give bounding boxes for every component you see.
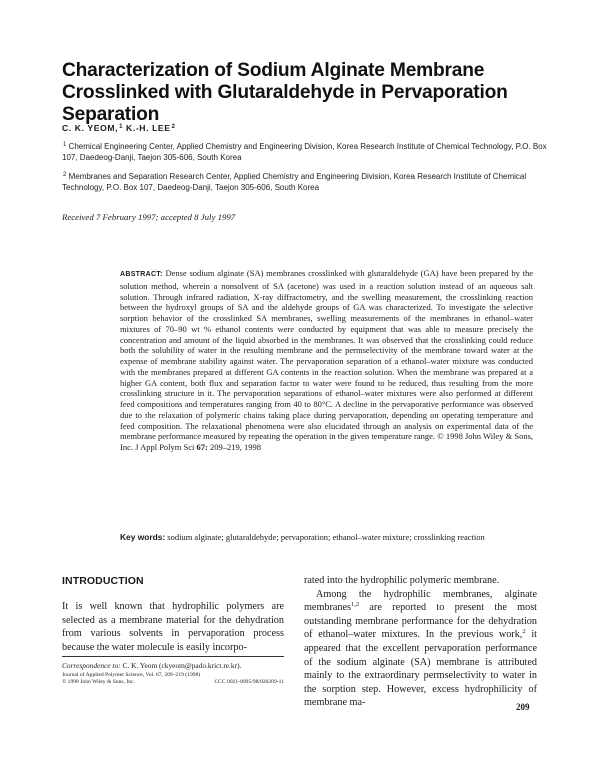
author-affiliation-marker: 1 <box>119 124 124 130</box>
affiliation-1 <box>62 140 548 163</box>
keywords <box>120 532 533 543</box>
correspondence-label: Correspondence to: <box>62 661 121 670</box>
affiliation-marker: 2 <box>63 172 67 178</box>
page-number: 209 <box>516 702 530 712</box>
body-text: Among the hydrophilic membranes, alginate membranes <box>304 588 537 614</box>
body-paragraph: rated into the hydrophilic polymeric membrane. <box>304 575 500 586</box>
affiliation-2 <box>62 170 548 193</box>
body-paragraph <box>304 588 537 710</box>
footnote-rule <box>62 656 284 657</box>
journal-info <box>62 672 284 686</box>
body-text: are reported to present the most outstanding membrane performance for the dehydration of ethanol–water mixtures. In the previous work, <box>304 602 537 641</box>
copyright-line: © 1998 John Wiley & Sons, Inc. <box>62 679 135 686</box>
keywords-label: Key words: <box>120 532 166 542</box>
reference-citation: 2 <box>522 628 526 636</box>
author-affiliation-marker: 2 <box>171 124 176 130</box>
body-column-right <box>304 574 537 710</box>
affiliation-text: Membranes and Separation Research Center, Applied Chemistry and Engineering Division, Korea Research Institute of Chemical Technology, P.O. Box 107, Daedeog-Danji, Taejon 305-606, South Korea <box>62 172 527 192</box>
section-heading-introduction: INTRODUCTION <box>62 575 144 587</box>
abstract-text: Dense sodium alginate (SA) membranes crosslinked with glutaraldehyde (GA) have been prepared by the solution method, wherein a nonsolvent of SA (acetone) was used in a reaction solution instead of an aqueous salt solution. Through infrared radiation, X-ray diffractometry, and the swelling measurement, the crosslinking reaction between the hydroxyl groups of SA and the aldehyde groups of GA was characterized. To investigate the selective sorption behavior of the crosslinked SA membranes, swelling measurements of the membranes in ethanol–water mixtures of 70–90 wt % ethanol contents were conducted by equipment that was able to measure precisely the concentration and amount of the liquid absorbed in the membranes. It was observed that the crosslinking could reduce both the solubility of water in the resulting membrane and the permselectivity of the membrane toward water at the expense of membrane stability against water. The pervaporation separation of a ethanol–water mixture was conducted with the membranes prepared at different GA contents in the reaction solution. When the membrane was prepared at a higher GA content, both flux and separation factor to water were found to be reduced, thus resulting from the more crosslinking structure in it. The pervaporation separations of ethanol–water mixtures were also performed at different feed compositions and temperatures ranging from 40 to 80°C. A decline in the pervaporative performance was observed due to the relaxation of polymeric chains taking place during pervaporation, depending on operating temperature and feed composition. The relaxational phenomena were also elucidated through an analysis on experimental data of the membrane performance measured by repeating the operation in the given temperature range. <box>120 268 534 442</box>
body-paragraph: It is well known that hydrophilic polymers are selected as a membrane material for the dehydration from various solvents in pervaporation process because the water molecule is easily incorpo- <box>62 601 284 653</box>
abstract-label: ABSTRACT: <box>120 271 163 278</box>
affiliation-text: Chemical Engineering Center, Applied Chemistry and Engineering Division, Korea Research Institute of Chemical Technology, P.O. Box 107, Daedeog-Danji, Taejon 305-606, South Korea <box>62 142 547 162</box>
journal-line: Journal of Applied Polymer Science, Vol. 67, 209–219 (1998) <box>62 672 201 678</box>
reference-citation: 1,2 <box>350 601 360 609</box>
keywords-text: sodium alginate; glutaraldehyde; pervaporation; ethanol–water mixture; crosslinking reaction <box>167 532 485 542</box>
correspondence-text: C. K. Yeom (ckyeom@pado.krict.re.kr). <box>122 661 242 670</box>
abstract-citation-volume: 67: <box>196 442 208 452</box>
article-title: Characterization of Sodium Alginate Membrane Crosslinked with Glutaraldehyde in Pervaporation Separation <box>62 60 508 125</box>
ccc-code: CCC 0021-8995/98/020209-11 <box>214 679 284 686</box>
author-name: C. K. YEOM, <box>62 123 119 133</box>
abstract-citation: © 1998 John Wiley & Sons, Inc. J Appl Polym Sci <box>120 431 534 452</box>
author-name: K.-H. LEE <box>126 123 171 133</box>
author-list <box>62 123 176 133</box>
affiliation-marker: 1 <box>63 142 67 148</box>
body-text: it appeared that the excellent pervaporation performance of the sodium alginate (SA) membrane is attributed mainly to the extraordinary permselectivity to water in the sorption step. However, excess hydrophilicity of membrane ma- <box>304 629 537 709</box>
body-column-left <box>62 600 284 654</box>
abstract <box>120 268 533 453</box>
received-dates: Received 7 February 1997; accepted 8 July 1997 <box>62 212 236 222</box>
correspondence-note <box>62 661 284 670</box>
abstract-citation-pages: 209–219, 1998 <box>209 442 261 452</box>
